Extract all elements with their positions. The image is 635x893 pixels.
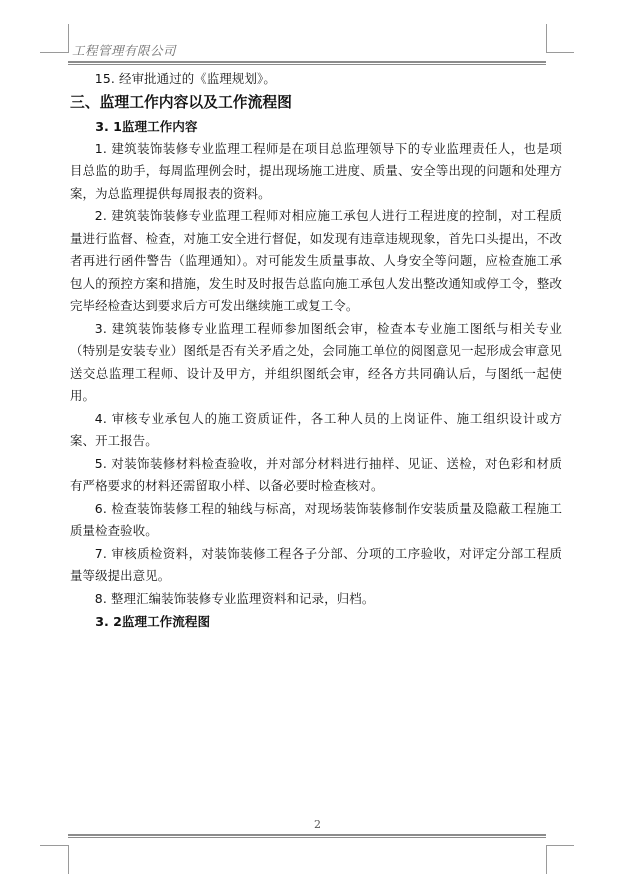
crop-mark-bottom-right-v xyxy=(546,845,547,874)
section-3-heading: 三、监理工作内容以及工作流程图 xyxy=(70,93,292,111)
document-body xyxy=(70,68,562,633)
crop-mark-bottom-right-h xyxy=(546,845,574,846)
paragraph-3: 3. 建筑装饰装修专业监理工程师参加图纸会审，检查本专业施工图纸与相关专业（特别是安装专业）图纸是否有关矛盾之处，会同施工单位的阅图意见一起形成会审意见送交总监理工程师、设计及甲方，并组织图纸会审，经各方共同确认后，与图纸一起使用。 xyxy=(70,320,562,403)
header-rule xyxy=(68,61,546,63)
page-number: 2 xyxy=(314,818,321,831)
crop-mark-top-left-h xyxy=(40,52,68,53)
paragraph-4: 4. 审核专业承包人的施工资质证件，各工种人员的上岗证件、施工组织设计或方案、开工报告。 xyxy=(70,410,562,448)
paragraph-1: 1. 建筑装饰装修专业监理工程师是在项目总监理领导下的专业监理责任人，也是项目总监的助手，每周监理例会时，提出现场施工进度、质量、安全等出现的问题和处理方案，为总监理提供每周报表的资料。 xyxy=(70,140,562,201)
footer-rule xyxy=(68,834,546,836)
paragraph-2: 2. 建筑装饰装修专业监理工程师对相应施工承包人进行工程进度的控制，对工程质量进行监督、检查，对施工安全进行督促，如发现有违章违规现象，首先口头提出，不改者再进行函件警告（监理通知）。对可能发生质量事故、人身安全等问题，应检查施工承包人的预控方案和措施，发生时及时报告总监向施工承包人发出整改通知或停工令，整改完毕经检查达到要求后方可发出继续施工或复工令。 xyxy=(70,208,562,313)
crop-mark-top-left-v xyxy=(68,24,69,53)
crop-mark-top-right-v xyxy=(546,24,547,53)
list-item-15: 15. 经审批通过的《监理规划》。 xyxy=(94,71,276,86)
crop-mark-bottom-left-h xyxy=(40,845,68,846)
paragraph-7: 7. 审核质检资料，对装饰装修工程各子分部、分项的工序验收，对评定分部工程质量等级提出意见。 xyxy=(70,545,562,583)
paragraph-5: 5. 对装饰装修材料检查验收，并对部分材料进行抽样、见证、送检，对色彩和材质有严格要求的材料还需留取小样、以备必要时检查核对。 xyxy=(70,455,562,493)
paragraph-6: 6. 检查装饰装修工程的轴线与标高，对现场装饰装修制作安装质量及隐蔽工程施工质量检查验收。 xyxy=(70,500,562,538)
header-company-name: 工程管理有限公司 xyxy=(72,43,177,58)
footer-rule-thin xyxy=(68,837,546,838)
subsection-3-1-heading: 3. 1监理工作内容 xyxy=(95,118,198,134)
subsection-3-2-heading: 3. 2监理工作流程图 xyxy=(95,614,211,629)
crop-mark-top-right-h xyxy=(546,52,574,53)
header-rule-thin xyxy=(68,64,546,65)
crop-mark-bottom-left-v xyxy=(68,845,69,874)
paragraph-8: 8. 整理汇编装饰装修专业监理资料和记录，归档。 xyxy=(94,590,375,606)
